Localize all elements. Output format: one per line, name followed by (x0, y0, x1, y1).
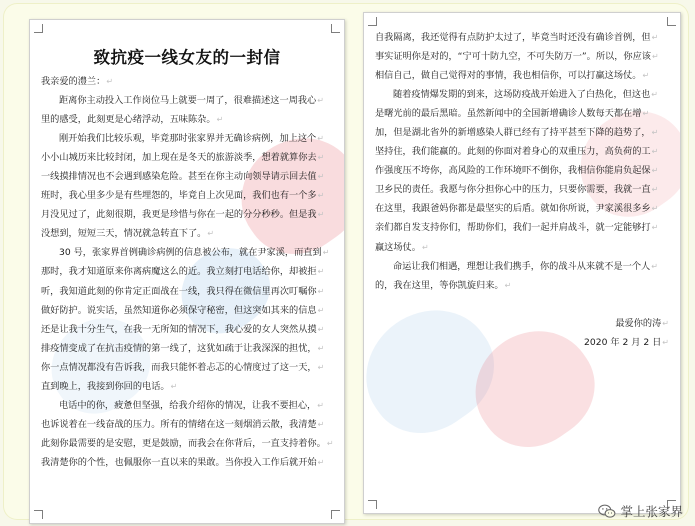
paragraph-mark-icon: ↵ (317, 400, 324, 410)
letter-line-text: 没想到，短短三天，情况就急转直下了。 (41, 228, 207, 240)
paragraph-mark-icon: ↵ (322, 248, 330, 258)
letter-line (375, 257, 669, 276)
letter-line-text: 直到晚上，我接到你回的电话。 (41, 380, 170, 392)
letter-line (375, 28, 669, 47)
paragraph-mark-icon: ↵ (317, 362, 325, 372)
paragraph-mark-icon: ↵ (317, 419, 325, 429)
letter-line (41, 148, 334, 167)
letter-line (41, 377, 334, 396)
letter-title: 致抗疫一线女友的一封信 (93, 48, 281, 67)
paragraph-mark-icon: ↵ (326, 438, 334, 448)
letter-line (375, 123, 669, 142)
letter-line-text: 卫乡民的责任。我愿与你分担你心中的压力，只要你需要，我就一直 (375, 184, 651, 196)
paragraph-mark-icon: ↵ (651, 166, 659, 176)
wechat-account-name: 掌上张家界 (620, 504, 683, 519)
letter-line-text: 的，我在这里，等你凯旋归来。 (375, 279, 504, 291)
crop-mark (331, 510, 340, 519)
crop-mark (331, 24, 340, 33)
letter-line (41, 129, 334, 148)
letter-line (41, 301, 334, 320)
letter-line-text: 命运让我们相遇，理想让我们携手，你的战斗从来就不是一个人 (393, 260, 651, 272)
paragraph-mark-icon: ↵ (651, 261, 658, 271)
letter-line (41, 186, 334, 205)
paragraph-mark-icon: ↵ (317, 191, 325, 201)
letter-line-text: 是曙光前的最后黑暗。虽然新闻中的全国新增确诊人数每天都在增 (375, 108, 642, 120)
letter-line (375, 295, 669, 314)
letter-body-right (375, 28, 669, 352)
letter-line-text: 距离你主动投入工作岗位马上就要一周了，很难描述这一周我心 (59, 95, 317, 107)
letter-line-text: 作强度压不垮你，高风险的工作环境吓不倒你，我相信你能肩负起保 (375, 165, 651, 177)
wechat-icon (598, 504, 616, 519)
paragraph-mark-icon: ↵ (317, 343, 325, 353)
paragraph-mark-icon: ↵ (651, 204, 659, 214)
letter-line (41, 434, 334, 453)
letter-line-text: 2020 年 2 月 2 日 (584, 336, 662, 348)
letter-line-text: 坚持住，我们能赢的。此刻的你面对着身心的双重压力，高负荷的工 (375, 146, 651, 158)
letter-page-right (363, 12, 681, 514)
letter-line (375, 314, 669, 333)
paragraph-mark-icon: ↵ (317, 267, 325, 277)
letter-line-text: 里的感受，此刻更是心绪浮动，五味陈杂。 (41, 114, 216, 126)
letter-line (41, 320, 334, 339)
letter-line (375, 66, 669, 85)
paragraph-mark-icon: ↵ (106, 77, 114, 86)
letter-line-text: 随着疫情爆发期的到来，这场防疫战开始进入了白热化，但这也 (393, 89, 651, 101)
letter-line-text: 那时，我才知道原来你离病魔这么的近。我立刻打电话给你，却被拒 (41, 266, 317, 278)
paragraph-mark-icon: ↵ (642, 71, 650, 81)
paragraph-mark-icon: ↵ (662, 337, 669, 347)
letter-line (41, 72, 334, 91)
letter-line (375, 161, 669, 180)
letter-line-text: 自我隔离，我还觉得有点防护太过了，毕竟当时还没有确诊首例，但 (375, 32, 651, 43)
letter-line-text: 亲们都自发支持你们，帮助你们，我们一起并肩战斗，就一定能够打 (375, 222, 651, 234)
letter-line-text: 也诉说着在一线奋战的压力。所有的情绪在这一刻烟消云散，我清楚 (41, 418, 317, 430)
paragraph-mark-icon: ↵ (317, 96, 324, 106)
wechat-watermark (598, 502, 683, 520)
paragraph-mark-icon: ↵ (651, 33, 659, 42)
letter-line-text: 我亲爱的澧兰： (41, 76, 106, 87)
letter-line-text: 电话中的你，疲惫但坚强，给我介绍你的情况，让我不要担心， (59, 399, 317, 411)
letter-line-text: 赢这场仗。 (375, 241, 421, 253)
letter-line (375, 333, 669, 352)
letter-line-text: 一线摸排情况也不会遇到感染危险。甚至在你主动向领导请示回去值 (41, 171, 317, 183)
paragraph-mark-icon: ↵ (207, 229, 215, 239)
letter-line (375, 218, 669, 237)
paragraph-mark-icon: ↵ (421, 242, 429, 252)
letter-line (375, 104, 669, 123)
letter-line-text: 做好防护。说实话，虽然知道你必须保守秘密，但这突如其来的信息 (41, 304, 317, 316)
paragraph-mark-icon: ↵ (216, 115, 224, 125)
letter-line (41, 167, 334, 186)
letter-body-left (41, 72, 334, 472)
paragraph-mark-icon: ↵ (651, 185, 659, 195)
paragraph-mark-icon: ↵ (651, 147, 659, 157)
letter-line (41, 415, 334, 434)
letter-line-text: 班时，我心里多少是有些埋怨的，毕竟自上次见面，我们也有一个多 (41, 190, 317, 202)
letter-line-text: 你一点情况都没有告诉我，而我只能怀着忐忑的心情度过了这一天， (41, 361, 317, 373)
letter-line-text: 在这里，我跟爸妈你都是最坚实的后盾。就如你所说，尹家溪很多乡 (375, 203, 651, 215)
letter-line (375, 199, 669, 218)
letter-line-text: 排疫情变成了在抗击疫情的第一线了，这犹如疏于让我深深的担忧， (41, 342, 317, 354)
paragraph-mark-icon: ↵ (317, 172, 325, 182)
crop-mark (34, 510, 43, 519)
paragraph-mark-icon: ↵ (170, 381, 178, 391)
letter-line (375, 276, 669, 295)
letter-line (375, 85, 669, 104)
crop-mark (368, 500, 377, 509)
paragraph-mark-icon: ↵ (317, 324, 325, 334)
letter-line (41, 453, 334, 472)
paragraph-mark-icon: ↵ (317, 286, 325, 296)
letter-line-text: 我清楚你的个性，也佩服你一直以来的果敢。当你投入工作后就开始 (41, 456, 317, 468)
letter-line (41, 224, 334, 243)
letter-line (41, 358, 334, 377)
crop-mark (667, 17, 676, 26)
letter-line-text: 月没见过了，此刻很期，我更是珍惜与你在一起的分分秒秒。但是我 (41, 209, 317, 221)
paragraph-mark-icon: ↵ (651, 90, 658, 100)
paragraph-mark-icon: ↵ (504, 280, 512, 290)
paragraph-mark-icon: ↵ (317, 153, 325, 163)
letter-line-text: 听，我知道此刻的你肯定正面战在一线，我只得在微信里再次叮嘱你 (41, 285, 317, 297)
letter-line (41, 339, 334, 358)
paragraph-mark-icon: ↵ (651, 128, 659, 138)
letter-line (375, 142, 669, 161)
letter-line-text: 30 号，张家界首例确诊病例的信息被公布，就在尹家溪，而直到 (59, 247, 322, 259)
paragraph-mark-icon: ↵ (642, 109, 650, 119)
letter-line-text: 加，但是湖北省外的新增感染人群已经有了持平甚至下降的趋势了， (375, 127, 651, 139)
letter-line-text: 事实证明你是对的，“宁可十防九空，不可失防万一”。所以，你应该 (375, 51, 651, 63)
crop-mark (368, 17, 377, 26)
letter-line-text: 最爱你的涛 (615, 317, 662, 329)
paragraph-mark-icon: ↵ (317, 134, 324, 144)
paragraph-mark-icon: ↵ (317, 305, 325, 315)
letter-line (41, 205, 334, 224)
paragraph-mark-icon: ↵ (317, 457, 325, 467)
letter-page-left (29, 19, 345, 524)
paragraph-mark-icon: ↵ (317, 210, 325, 220)
letter-line (41, 91, 334, 110)
crop-mark (34, 24, 43, 33)
paragraph-mark-icon: ↵ (651, 223, 659, 233)
letter-line (41, 110, 334, 129)
letter-line (41, 396, 334, 415)
letter-line (375, 238, 669, 257)
letter-line-text: 相信自己，做自己觉得对的事情，我也相信你，可以打赢这场仗。 (375, 70, 642, 82)
letter-line (375, 47, 669, 66)
paragraph-mark-icon: ↵ (662, 318, 669, 328)
letter-line (375, 180, 669, 199)
letter-line-text: 此刻你最需要的是安慰，更是鼓励，而我会在你背后，一直支持着你。 (41, 437, 326, 449)
letter-line (41, 262, 334, 281)
letter-line-text: 小小山城历来比较封闭，加上现在是冬天的旅游淡季，想着就算你去 (41, 152, 317, 164)
letter-line-text: 刚开始我们比较乐观，毕竟那时张家界并无确诊病例，加上这个 (59, 133, 317, 145)
paragraph-mark-icon: ↵ (651, 52, 659, 62)
letter-line-text: 还是让我十分生气，在我一无所知的情况下，我心爱的女人突然从摸 (41, 323, 317, 335)
letter-line (41, 243, 334, 262)
letter-line (41, 282, 334, 301)
